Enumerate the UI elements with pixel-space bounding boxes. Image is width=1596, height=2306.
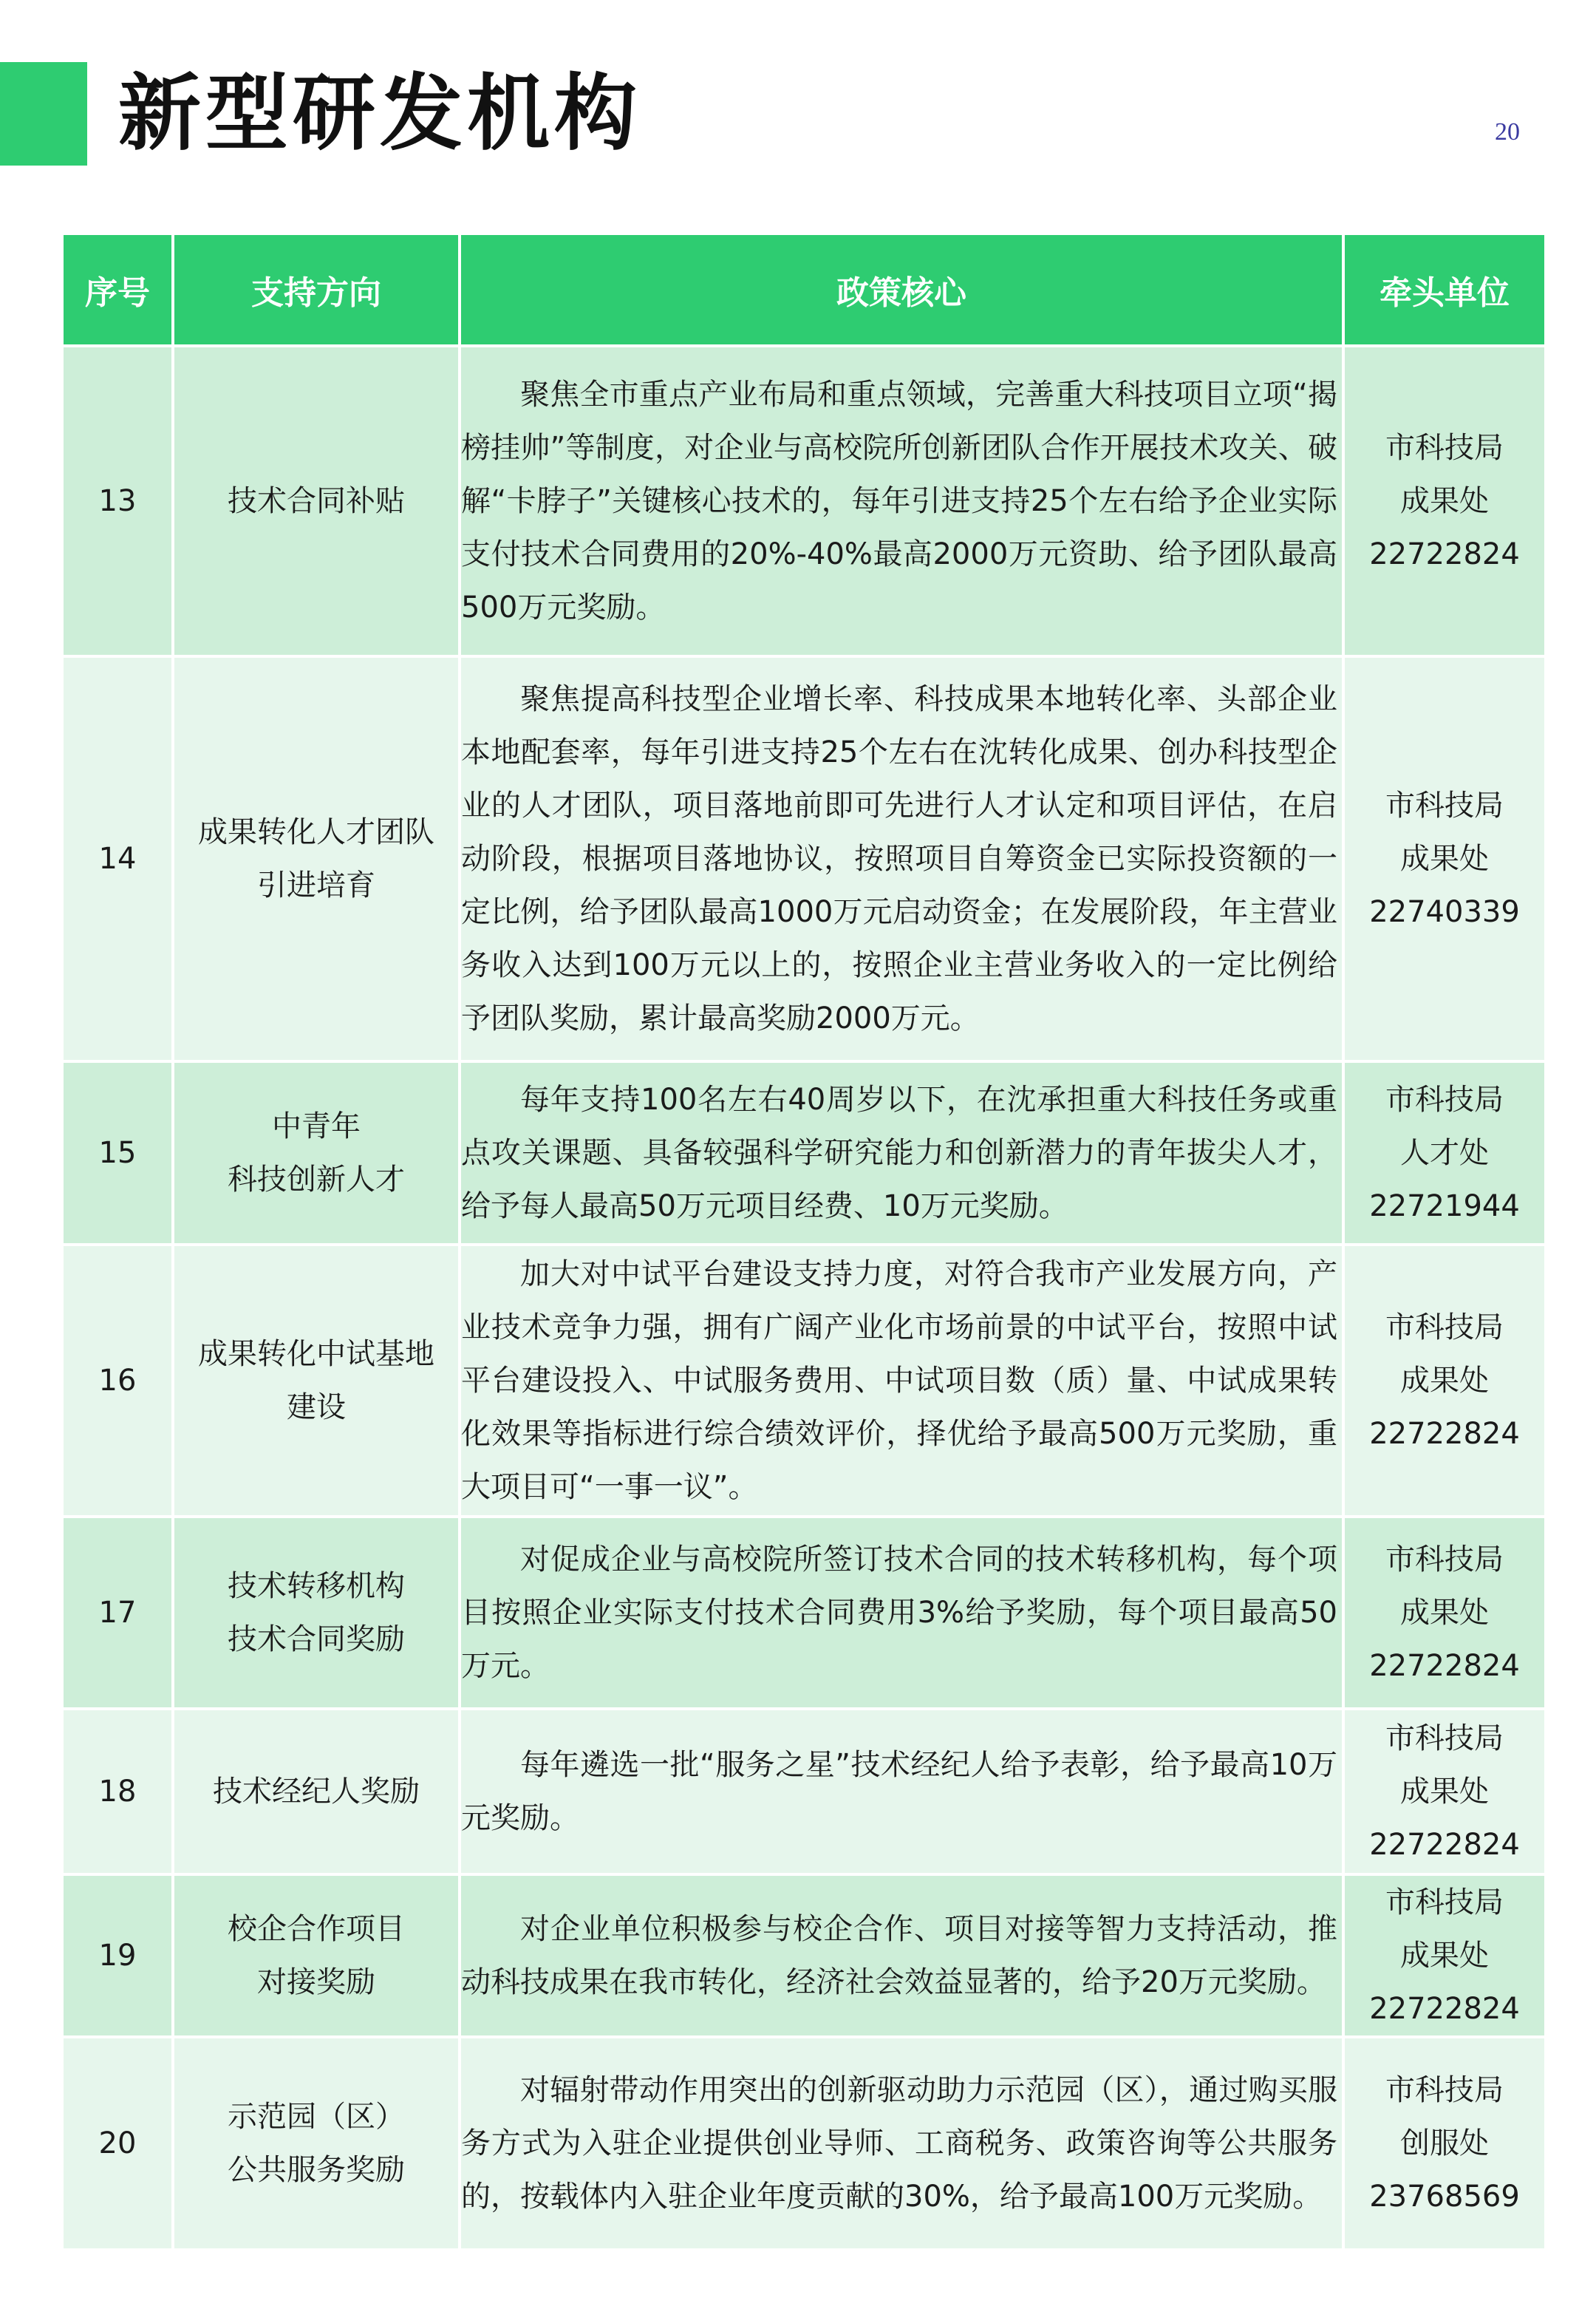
policy-core-text: 对企业单位积极参与校企合作、项目对接等智力支持活动，推动科技成果在我市转化，经济社会效益显著的，给予20万元奖励。: [461, 1912, 1337, 1999]
table-row: [64, 1710, 1544, 1876]
policy-core: [461, 2038, 1342, 2251]
direction-line: 技术转移机构: [228, 1569, 405, 1603]
table-row: [64, 1063, 1544, 1246]
row-number: 18: [64, 1710, 171, 1876]
support-direction: [174, 1518, 458, 1710]
title-accent-block: [0, 62, 87, 166]
header-policy-core: 政策核心: [461, 235, 1342, 347]
unit-office: 人才处: [1400, 1136, 1489, 1170]
direction-line: 中青年: [272, 1109, 361, 1143]
policy-core: [461, 1876, 1342, 2038]
lead-unit: [1345, 1710, 1544, 1876]
policy-core: [461, 1246, 1342, 1518]
table-row: [64, 1246, 1544, 1518]
row-number: 16: [64, 1246, 171, 1518]
policy-core: [461, 1518, 1342, 1710]
support-direction: [174, 1063, 458, 1246]
unit-office: 成果处: [1400, 842, 1489, 876]
page-title: 新型研发机构: [118, 66, 641, 162]
unit-department: 市科技局: [1385, 2073, 1504, 2107]
policy-core-text: 聚焦提高科技型企业增长率、科技成果本地转化率、头部企业本地配套率，每年引进支持25个左右在沈转化成果、创办科技型企业的人才团队，项目落地前即可先进行人才认定和项目评估，在启动阶段，根据项目落地协议，按照项目自筹资金已实际投资额的一定比例，给予团队最高1000万元启动资金；在发展阶段，年主营业务收入达到100万元以上的，按照企业主营业务收入的一定比例给予团队奖励，累计最高奖励2000万元。: [461, 682, 1337, 1035]
policy-core-text: 对辐射带动作用突出的创新驱动助力示范园（区），通过购买服务方式为入驻企业提供创业导师、工商税务、政策咨询等公共服务的，按载体内入驻企业年度贡献的30%，给予最高100万元奖励。: [461, 2073, 1337, 2214]
header-index: 序号: [64, 235, 171, 347]
support-direction: [174, 347, 458, 658]
unit-department: 市科技局: [1385, 1310, 1504, 1344]
unit-phone: 22740339: [1369, 895, 1520, 929]
row-number: 17: [64, 1518, 171, 1710]
page-number: 20: [1495, 118, 1520, 146]
direction-line: 技术合同补贴: [228, 484, 405, 518]
unit-office: 成果处: [1400, 1596, 1489, 1630]
unit-department: 市科技局: [1385, 431, 1504, 465]
support-direction: [174, 2038, 458, 2251]
policy-core-text: 每年支持100名左右40周岁以下，在沈承担重大科技任务或重点攻关课题、具备较强科学研究能力和创新潜力的青年拔尖人才，给予每人最高50万元项目经费、10万元奖励。: [461, 1083, 1337, 1223]
unit-office: 成果处: [1400, 1364, 1489, 1398]
unit-phone: 22721944: [1369, 1189, 1520, 1223]
policy-core-text: 聚焦全市重点产业布局和重点领域，完善重大科技项目立项“揭榜挂帅”等制度，对企业与高校院所创新团队合作开展技术攻关、破解“卡脖子”关键核心技术的，每年引进支持25个左右给予企业实际支付技术合同费用的20%-40%最高2000万元资助、给予团队最高500万元奖励。: [461, 378, 1337, 625]
direction-line: 技术经纪人奖励: [213, 1775, 420, 1809]
row-number: 13: [64, 347, 171, 658]
direction-line: 科技创新人才: [228, 1163, 405, 1197]
support-direction: [174, 1876, 458, 2038]
table-row: [64, 658, 1544, 1063]
policy-core: [461, 1710, 1342, 1876]
direction-line: 建设: [287, 1390, 346, 1424]
table-row: [64, 347, 1544, 658]
policy-core: [461, 658, 1342, 1063]
unit-phone: 22722824: [1369, 1828, 1520, 1862]
header-direction: 支持方向: [174, 235, 458, 347]
unit-department: 市科技局: [1385, 1083, 1504, 1117]
support-direction: [174, 658, 458, 1063]
policy-table: [61, 235, 1547, 2251]
direction-line: 成果转化人才团队: [198, 815, 434, 849]
row-number: 14: [64, 658, 171, 1063]
table-header-row: [64, 235, 1544, 347]
lead-unit: [1345, 1876, 1544, 2038]
direction-line: 对接奖励: [257, 1965, 375, 1999]
direction-line: 引进培育: [257, 868, 375, 902]
unit-department: 市科技局: [1385, 1543, 1504, 1577]
unit-office: 成果处: [1400, 1939, 1489, 1973]
policy-core-text: 每年遴选一批“服务之星”技术经纪人给予表彰，给予最高10万元奖励。: [461, 1748, 1337, 1835]
unit-department: 市科技局: [1385, 789, 1504, 823]
lead-unit: [1345, 347, 1544, 658]
unit-phone: 22722824: [1369, 1992, 1520, 2026]
unit-phone: 22722824: [1369, 537, 1520, 571]
direction-line: 校企合作项目: [228, 1912, 405, 1946]
direction-line: 公共服务奖励: [228, 2153, 405, 2187]
policy-core-text: 加大对中试平台建设支持力度，对符合我市产业发展方向，产业技术竞争力强，拥有广阔产业化市场前景的中试平台，按照中试平台建设投入、中试服务费用、中试项目数（质）量、中试成果转化效果等指标进行综合绩效评价，择优给予最高500万元奖励，重大项目可“一事一议”。: [461, 1257, 1337, 1504]
support-direction: [174, 1246, 458, 1518]
lead-unit: [1345, 1063, 1544, 1246]
unit-phone: 22722824: [1369, 1417, 1520, 1451]
unit-office: 成果处: [1400, 484, 1489, 518]
unit-office: 成果处: [1400, 1775, 1489, 1809]
unit-office: 创服处: [1400, 2126, 1489, 2160]
table-row: [64, 1518, 1544, 1710]
lead-unit: [1345, 658, 1544, 1063]
row-number: 15: [64, 1063, 171, 1246]
row-number: 20: [64, 2038, 171, 2251]
unit-phone: 23768569: [1369, 2180, 1520, 2214]
row-number: 19: [64, 1876, 171, 2038]
table-row: [64, 2038, 1544, 2251]
table-row: [64, 1876, 1544, 2038]
lead-unit: [1345, 2038, 1544, 2251]
policy-core-text: 对促成企业与高校院所签订技术合同的技术转移机构，每个项目按照企业实际支付技术合同费用3%给予奖励，每个项目最高50万元。: [461, 1543, 1337, 1683]
support-direction: [174, 1710, 458, 1876]
header-lead-unit: 牵头单位: [1345, 235, 1544, 347]
direction-line: 示范园（区）: [228, 2100, 405, 2134]
policy-core: [461, 347, 1342, 658]
direction-line: 技术合同奖励: [228, 1622, 405, 1656]
lead-unit: [1345, 1246, 1544, 1518]
unit-department: 市科技局: [1385, 1721, 1504, 1755]
policy-core: [461, 1063, 1342, 1246]
direction-line: 成果转化中试基地: [198, 1337, 434, 1371]
unit-phone: 22722824: [1369, 1649, 1520, 1683]
lead-unit: [1345, 1518, 1544, 1710]
unit-department: 市科技局: [1385, 1885, 1504, 1919]
